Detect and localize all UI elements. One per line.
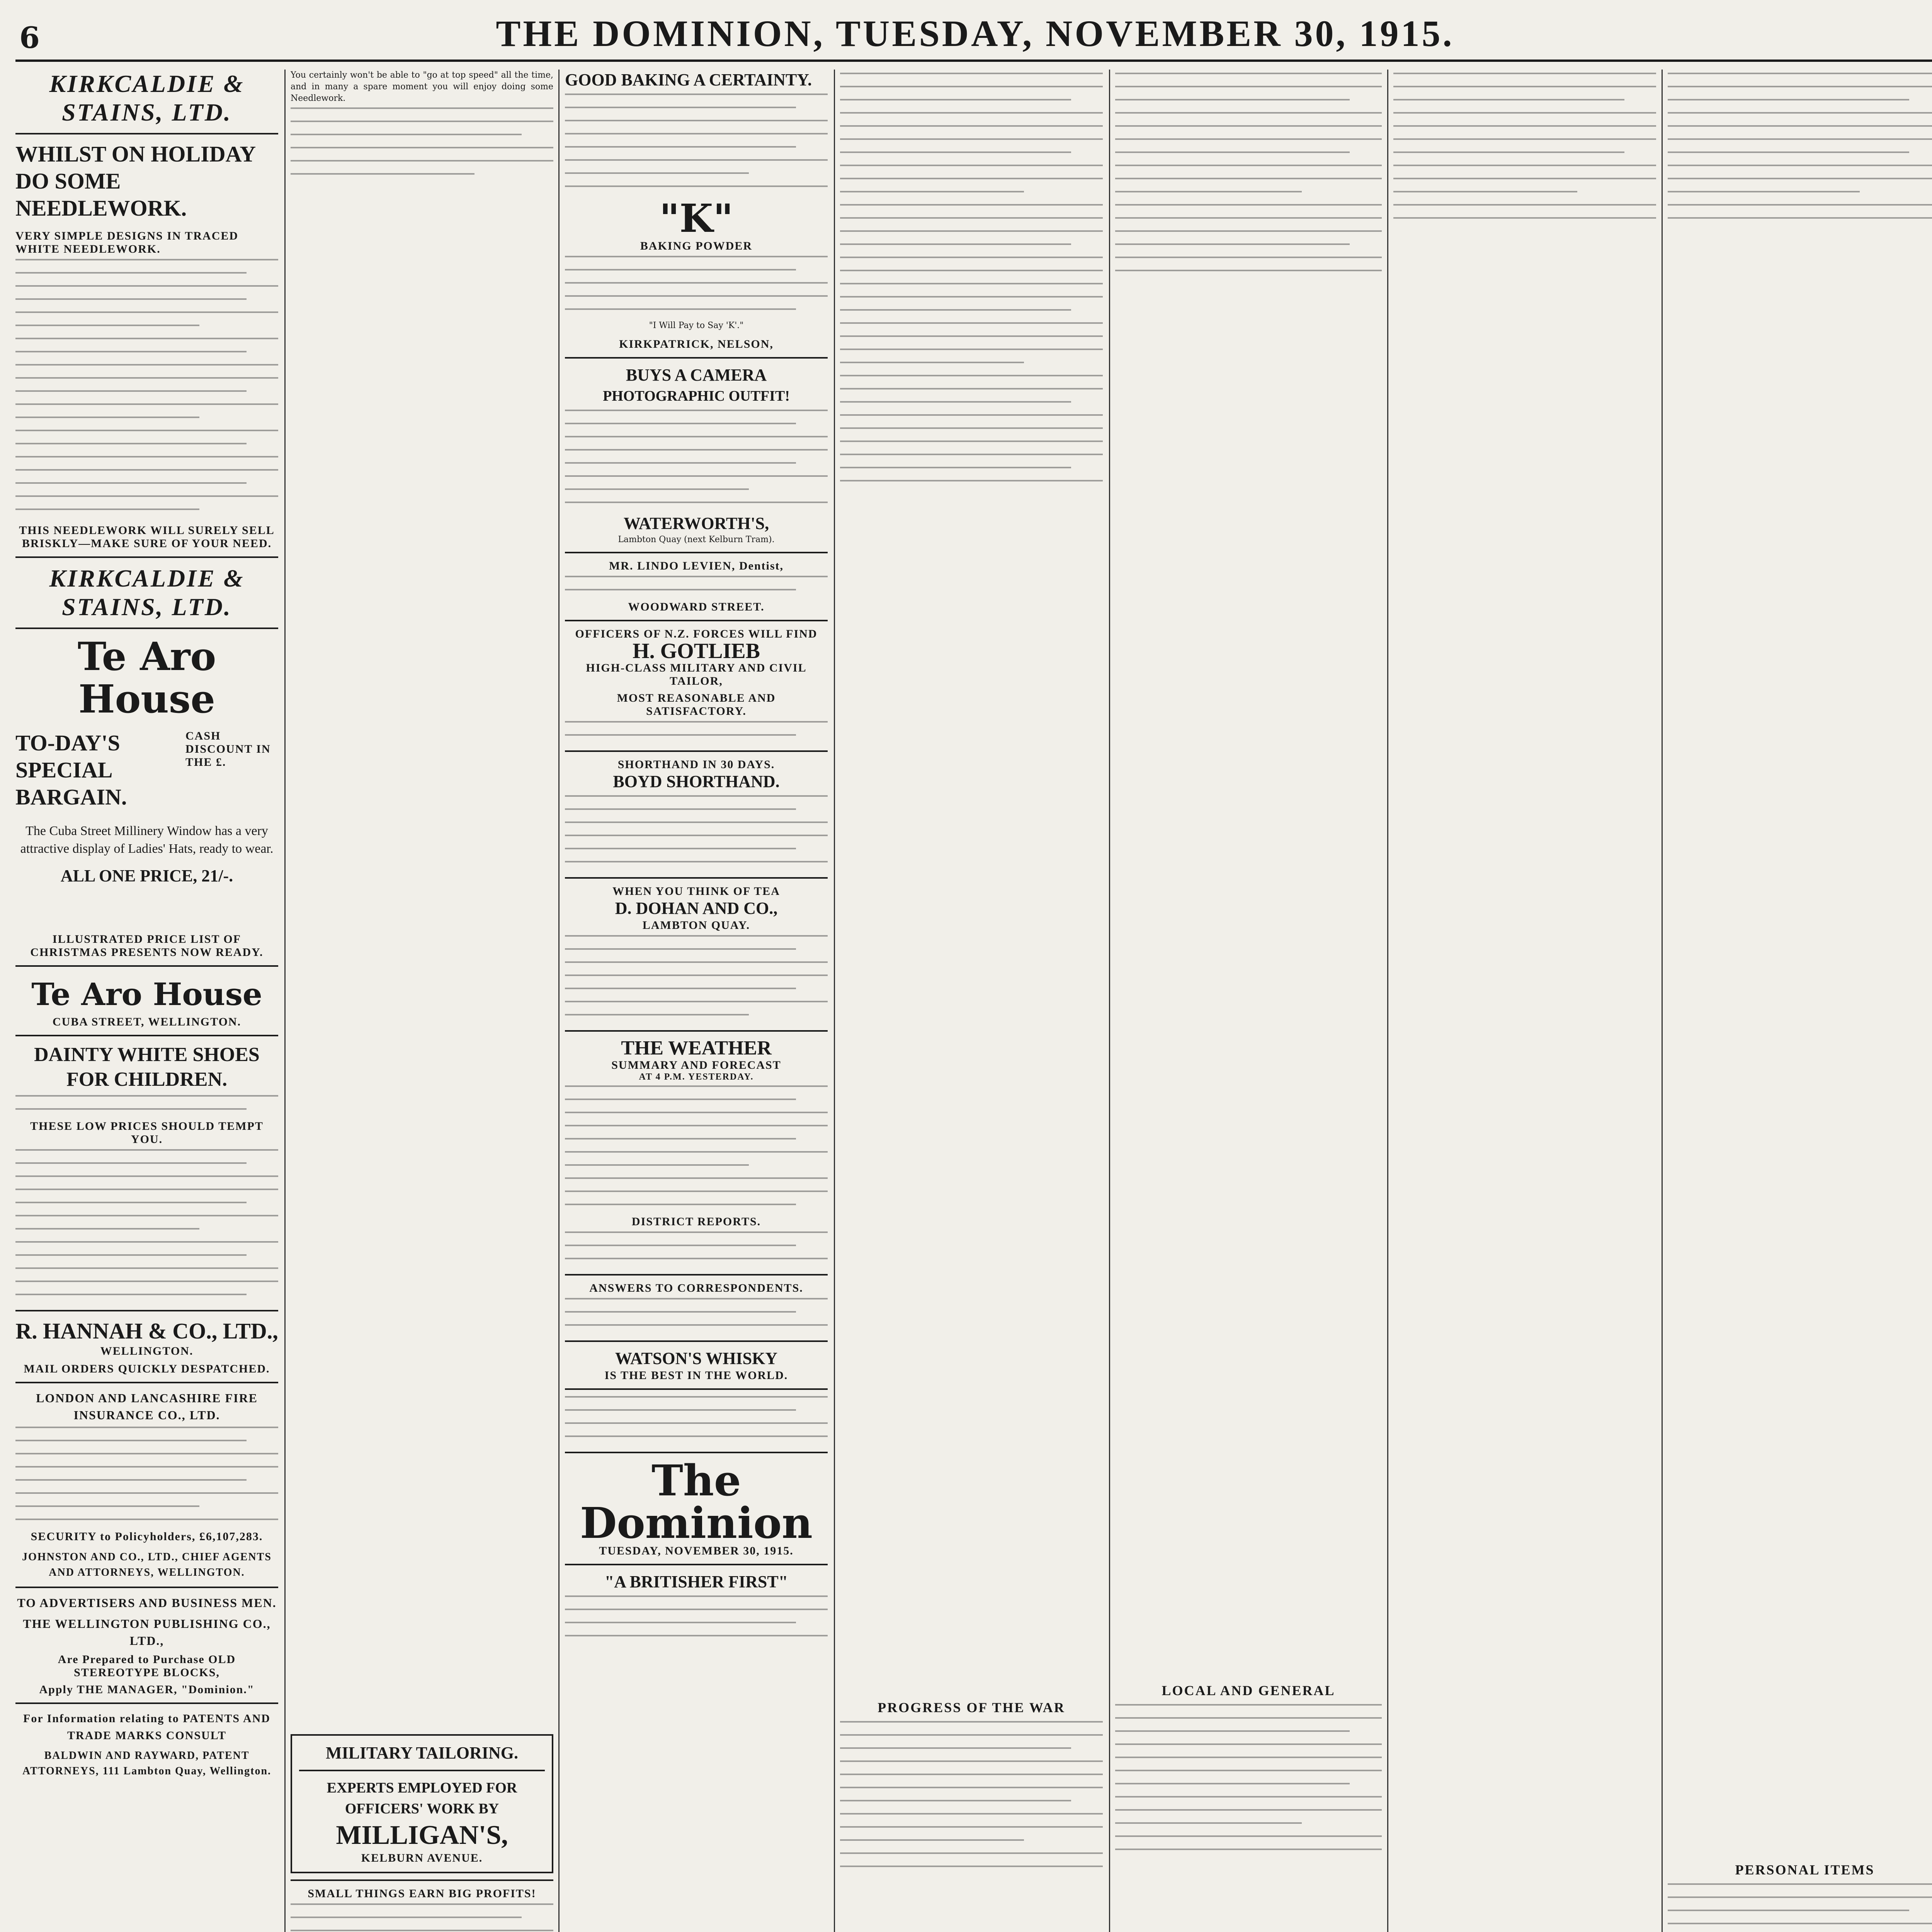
patents-trade-marks: For Information relating to PATENTS AND TRADE MARKS CONSULT	[23, 1712, 270, 1742]
shoes-list	[15, 1149, 278, 1304]
all-one-price: ALL ONE PRICE, 21/-.	[60, 866, 233, 885]
column-rule	[1109, 70, 1110, 1932]
i-will-pay: "I Will Pay to Say 'K'."	[649, 321, 744, 330]
kirkpatrick-nelson: KIRKPATRICK, NELSON,	[619, 338, 774, 350]
britisher-body	[565, 1595, 828, 1645]
dominion-date: TUESDAY, NOVEMBER 30, 1915.	[599, 1544, 794, 1557]
kirkcaldie-ad-title: KIRKCALDIE & STAINS, LTD.	[49, 70, 245, 126]
column-rule	[1662, 70, 1663, 1932]
masthead: THE DOMINION, TUESDAY, NOVEMBER 30, 1915.	[496, 13, 1454, 54]
old-stereotype-blocks: Are Prepared to Purchase OLD STEREOTYPE BLOCKS,	[58, 1653, 236, 1679]
col6-article-continued	[1393, 229, 1656, 1932]
shorthand-body	[565, 795, 828, 871]
column-6	[1393, 70, 1656, 1932]
progress-war-body	[840, 1721, 1103, 1876]
progress-of-the-war: PROGRESS OF THE WAR	[878, 1700, 1065, 1715]
dohan-body	[565, 935, 828, 1024]
personal-items-body	[1668, 1883, 1932, 1932]
k-baking: "K"	[659, 196, 733, 241]
military-tailoring: MILITARY TAILORING.	[325, 1743, 518, 1762]
the-dominion-masthead: The Dominion	[580, 1456, 813, 1548]
column-5	[1115, 70, 1382, 1932]
column-rule	[1387, 70, 1388, 1932]
milligans: MILLIGAN'S,	[336, 1820, 508, 1850]
gotlieb-body	[565, 721, 828, 744]
baldwin-rayward: BALDWIN AND RAYWARD, PATENT ATTORNEYS, 111 Lambton Quay, Wellington.	[22, 1750, 272, 1777]
very-simple-designs: VERY SIMPLE DESIGNS IN TRACED WHITE NEEDLEWORK.	[15, 230, 239, 255]
photographic-outfit: PHOTOGRAPHIC OUTFIT!	[603, 388, 790, 404]
dohan-lambton-quay: LAMBTON QUAY.	[642, 919, 750, 932]
summary-forecast: SUMMARY AND FORECAST	[611, 1059, 781, 1071]
page-number: 6	[19, 20, 40, 55]
d-dohan: D. DOHAN AND CO.,	[615, 899, 778, 918]
col2-needlework-image	[291, 185, 553, 1730]
waterworths: WATERWORTH'S,	[623, 514, 769, 533]
column-4	[840, 70, 1103, 1932]
column-2	[291, 70, 553, 1932]
most-reasonable: MOST REASONABLE AND SATISFACTORY.	[617, 692, 776, 718]
buys-a-camera: BUYS A CAMERA	[626, 366, 767, 384]
needlework-list	[15, 259, 278, 519]
answers-correspondents: ANSWERS TO CORRESPONDENTS.	[589, 1282, 803, 1294]
levien-body	[565, 576, 828, 599]
kelburn-avenue: KELBURN AVENUE.	[361, 1852, 483, 1864]
waterworth-address: Lambton Quay (next Kelburn Tram).	[618, 535, 775, 544]
needlework-sell-briskly: THIS NEEDLEWORK WILL SURELY SELL BRISKLY—MAKE SURE OF YOUR NEED.	[19, 524, 275, 550]
security-to-policyholders: SECURITY to Policyholders, £6,107,283.	[31, 1530, 263, 1543]
johnston-and-co: JOHNSTON AND CO., LTD., CHIEF AGENTS AND ATTORNEYS, WELLINGTON.	[22, 1551, 272, 1578]
baking-powder-body	[565, 256, 828, 318]
local-general-body	[1115, 1704, 1382, 1859]
baking-powder: BAKING POWDER	[640, 240, 753, 252]
kirkcaldie-ad-title-2: KIRKCALDIE & STAINS, LTD.	[49, 565, 245, 621]
when-you-think-of-tea: WHEN YOU THINK OF TEA	[612, 885, 780, 898]
mail-orders: MAIL ORDERS QUICKLY DESPATCHED.	[24, 1362, 270, 1375]
camera-body	[565, 410, 828, 512]
to-advertisers: TO ADVERTISERS AND BUSINESS MEN.	[17, 1596, 277, 1610]
col5-article-text	[1115, 73, 1382, 280]
whilst-on-holiday-heading: WHILST ON HOLIDAY DO SOME NEEDLEWORK.	[15, 141, 255, 221]
baking-body	[565, 94, 828, 196]
col7-article-continued	[1668, 229, 1932, 1852]
answers-body	[565, 1298, 828, 1334]
r-hannah-title: R. HANNAH & CO., LTD.,	[15, 1318, 278, 1344]
column-3	[565, 70, 828, 1932]
col6-article-text	[1393, 73, 1656, 227]
the-weather: THE WEATHER	[621, 1037, 772, 1059]
shoes-intro	[15, 1095, 278, 1118]
lindo-levien: MR. LINDO LEVIEN, Dentist,	[609, 560, 784, 572]
military-tailoring-ad	[291, 1734, 553, 1873]
needlework-blurb: You certainly won't be able to "go at top speed" all the time, and in many a spare moment you will enjoy doing some Needlework.	[291, 70, 553, 103]
apply-manager: Apply THE MANAGER, "Dominion."	[39, 1683, 255, 1696]
happy-moments-body	[565, 1396, 828, 1446]
shorthand-30-days: SHORTHAND IN 30 DAYS.	[617, 758, 775, 771]
a-britisher-first: "A BRITISHER FIRST"	[604, 1572, 788, 1591]
cash-discount: CASH DISCOUNT IN THE £.	[185, 730, 271, 769]
wellington-publishing: THE WELLINGTON PUBLISHING CO., LTD.,	[23, 1617, 271, 1648]
hannah-wellington: WELLINGTON.	[100, 1345, 194, 1357]
column-rule	[558, 70, 560, 1932]
te-aro-house-title-2: Te Aro House	[31, 976, 262, 1012]
personal-items: PERSONAL ITEMS	[1735, 1862, 1875, 1878]
boyd-shorthand: BOYD SHORTHAND.	[613, 772, 780, 791]
good-baking: GOOD BAKING A CERTAINTY.	[565, 70, 812, 89]
col4-article-continued	[840, 492, 1103, 1689]
te-aro-house-title: Te Aro House	[77, 634, 216, 722]
small-things-body	[291, 1903, 553, 1932]
low-prices-tempt: THESE LOW PRICES SHOULD TEMPT YOU.	[30, 1120, 264, 1146]
illustrated-price-list: ILLUSTRATED PRICE LIST OF CHRISTMAS PRESENTS NOW READY.	[30, 933, 264, 959]
fire-insurance-body	[15, 1427, 278, 1529]
woodward-street: WOODWARD STREET.	[628, 600, 765, 613]
column-1	[15, 70, 278, 1932]
district-reports: DISTRICT REPORTS.	[631, 1215, 761, 1228]
small-things-profits: SMALL THINGS EARN BIG PROFITS!	[308, 1887, 536, 1900]
cuba-window-text: The Cuba Street Millinery Window has a very attractive display of Ladies' Hats, ready to wear.	[20, 824, 274, 856]
h-gotlieb: H. GOTLIEB	[633, 639, 760, 663]
col5-article-continued	[1115, 281, 1382, 1672]
local-and-general: LOCAL AND GENERAL	[1162, 1683, 1335, 1698]
district-body	[565, 1231, 828, 1268]
todays-special-bargain: TO-DAY'S SPECIAL BARGAIN.	[15, 730, 127, 810]
column-7	[1668, 70, 1932, 1932]
weather-body	[565, 1085, 828, 1214]
experts-employed: EXPERTS EMPLOYED FOR OFFICERS' WORK BY	[327, 1780, 517, 1817]
column-rule	[284, 70, 286, 1932]
cuba-street-wellington: CUBA STREET, WELLINGTON.	[52, 1015, 242, 1028]
col2-filler-1	[291, 107, 553, 183]
page-header	[15, 15, 1932, 62]
col4-article-text	[840, 73, 1103, 490]
gotlieb-subtitle: HIGH-CLASS MILITARY AND CIVIL TAILOR,	[586, 662, 807, 687]
weather-time: AT 4 P.M. YESTERDAY.	[639, 1072, 754, 1082]
london-lancashire-fire: LONDON AND LANCASHIRE FIRE INSURANCE CO., LTD.	[36, 1391, 258, 1422]
officers-nz-forces: OFFICERS OF N.Z. FORCES WILL FIND	[575, 628, 818, 640]
column-rule	[834, 70, 835, 1932]
best-in-world: IS THE BEST IN THE WORLD.	[604, 1369, 788, 1382]
watsons-whisky: WATSON'S WHISKY	[615, 1349, 778, 1368]
dainty-white-shoes: DAINTY WHITE SHOES FOR CHILDREN.	[34, 1044, 260, 1090]
col7-article-text	[1668, 73, 1932, 227]
